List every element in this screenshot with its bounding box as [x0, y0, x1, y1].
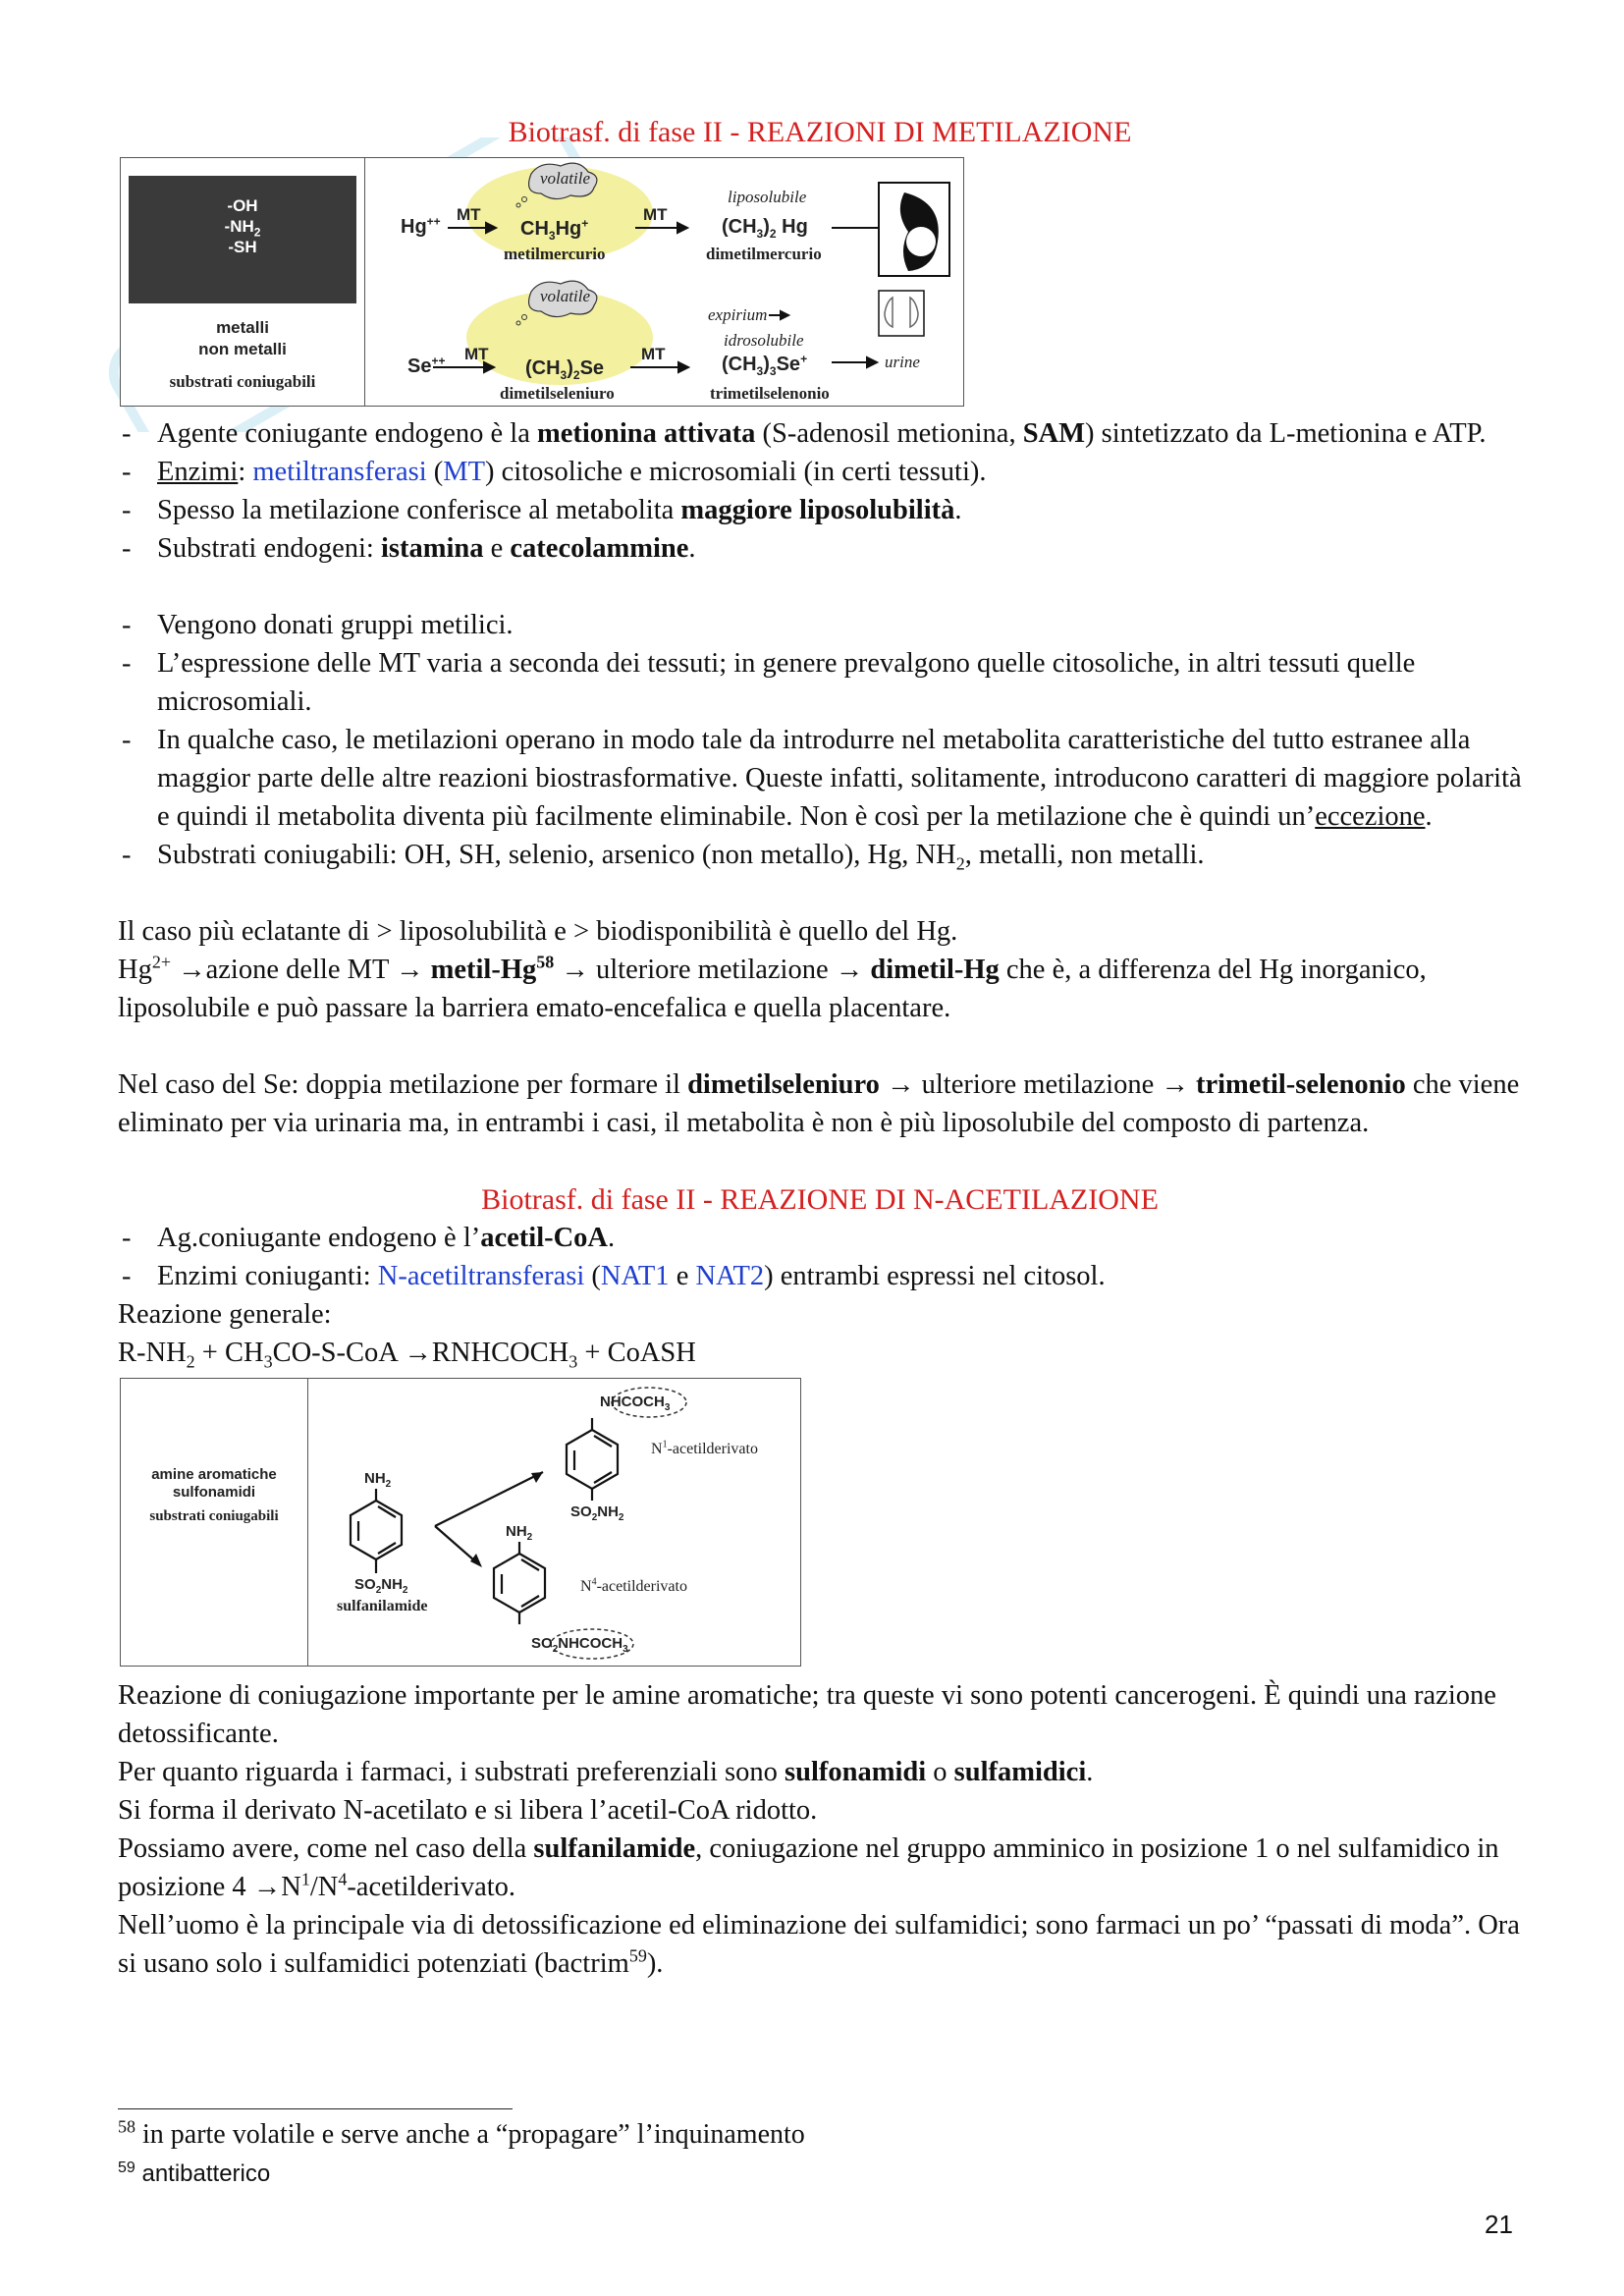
document-page — [118, 113, 1522, 1983]
list-item: - Vengono donati gruppi metilici. — [118, 606, 1522, 644]
nhcoch3-top: $NHCOCH_3$ — [600, 1394, 671, 1413]
dimethylmercury-name: dimetilmercurio — [706, 245, 822, 263]
list-item: - Ag.coniugante endogeno è l’acetil-CoA. — [118, 1219, 1522, 1257]
general-reaction-label: Reazione generale: — [118, 1299, 332, 1330]
expirium-label: expirium — [708, 305, 768, 324]
paragraph: Reazione di coniugazione importante per le amine aromatiche; tra queste vi sono potenti cancerogeni. È quindi una razione detossificante. — [118, 1680, 1496, 1749]
list-item: - Enzimi: metiltransferasi (MT) citosoliche e microsomiali (in certi tessuti). — [118, 453, 1522, 491]
n1-acetyl-derivative-label: $N^1$-acetilderivato — [651, 1439, 758, 1457]
volatile-label-1: volatile — [540, 169, 590, 188]
label-aromatic-amines: amine aromatiche — [151, 1466, 277, 1483]
hg-ion: Hg++ — [401, 214, 441, 238]
label-substrates: substrati coniugabili — [169, 372, 316, 391]
paragraph: Per quanto riguarda i farmaci, i substrati preferenziali sono sulfonamidi o sulfamidici. — [118, 1757, 1094, 1787]
footnote-58: $^{58}$ in parte volatile e serve anche a “propagare” l’inquinamento — [118, 2116, 805, 2150]
lungs-icon — [879, 291, 924, 336]
nh2-bottom: $NH_2$ — [506, 1523, 533, 1543]
list-item: - Substrati endogeni: istamina e catecolammine. — [118, 529, 1522, 568]
so2nhcoch3-bottom: $SO_2NHCOCH_3$ — [531, 1635, 628, 1655]
page-number: 21 — [1485, 2210, 1513, 2239]
so2nh2-top: $SO_2NH_2$ — [570, 1503, 624, 1523]
liposolubile-label: liposolubile — [728, 188, 807, 206]
methylation-figure — [120, 157, 964, 407]
mt-label-4: MT — [641, 345, 666, 363]
section-heading-acetylation: Biotrasf. di fase II - REAZIONE DI N-ACETILAZIONE — [481, 1183, 1159, 1216]
general-reaction-equation: $R-NH_2 + CH_3CO-S-CoA$ $\to RNHCOCH_3$ + CoASH — [118, 1338, 696, 1372]
list-item: - Spesso la metilazione conferisce al metabolita maggiore liposolubilità. — [118, 491, 1522, 529]
dimethylselenide-formula: $(CH_3)_2Se$ — [525, 357, 605, 382]
mt-label-1: MT — [457, 205, 481, 224]
list-item: - Enzimi coniuganti: N-acetiltransferasi (NAT1 e NAT2) entrambi espressi nel citosol. — [118, 1257, 1522, 1295]
paragraph: Si forma il derivato N-acetilato e si libera l’acetil-CoA ridotto. — [118, 1795, 818, 1826]
dimethylmercury-formula: $(CH_3)_2$ Hg — [722, 216, 808, 241]
n4-acetyl-derivative-label: $N^4$-acetilderivato — [580, 1576, 687, 1595]
volatile-label-2: volatile — [540, 287, 590, 305]
dimethylselenide-name: dimetilseleniuro — [500, 384, 615, 403]
trimethylselenonium-formula: $(CH_3)_3Se^+$ — [722, 352, 808, 378]
list-item: - L’espressione delle MT varia a seconda dei tessuti; in genere prevalgono quelle citosoliche, in altri tessuti quelle microsomiali. — [118, 644, 1522, 721]
nh2-left: $NH_2$ — [364, 1470, 392, 1490]
list-item: - Substrati coniugabili: OH, SH, selenio, arsenico (non metallo), Hg, $NH_2$, metalli, non metalli. — [118, 836, 1522, 874]
urine-label: urine — [885, 353, 920, 371]
paragraph: Nell’uomo è la principale via di detossificazione ed eliminazione dei sulfamidici; sono farmaci un po’ “passati di moda”. Ora si usano solo i sulfamidici potenziati (bactrim$^{59}$). — [118, 1910, 1520, 1979]
footnote-59: $^{59}$ antibatterico — [118, 2159, 271, 2187]
conjugable-groups-box: -OH $-NH_2$ -SH — [129, 176, 356, 303]
methylmercury-formula: $CH_3Hg^+$ — [520, 216, 589, 243]
se-ion: Se++ — [407, 354, 446, 377]
sulfanilamide-label: sulfanilamide — [337, 1598, 428, 1614]
label-substrates: substrati coniugabili — [149, 1508, 279, 1524]
so2nh2-left: $SO_2NH_2$ — [354, 1576, 408, 1596]
methylation-bullets-2 — [118, 606, 1522, 874]
label-sulfonamides: sulfonamidi — [172, 1484, 256, 1501]
mt-label-2: MT — [643, 205, 668, 224]
acetylation-figure-graphics — [121, 1379, 800, 1666]
paragraph: Nel caso del Se: doppia metilazione per formare il dimetilseleniuro → ulteriore metilazione → trimetil-selenonio che viene eliminato per via urinaria ma, in entrambi i casi, il metabolita è non è più liposolubile del composto di partenza. — [118, 1069, 1520, 1138]
mt-label-3: MT — [464, 345, 489, 363]
section-heading-methylation: Biotrasf. di fase II - REAZIONI DI METILAZIONE — [508, 116, 1132, 148]
acetylation-figure — [120, 1378, 801, 1667]
paragraph: $Hg^{2+}$ →azione delle MT → metil-$Hg^{58}$ → ulteriore metilazione → dimetil-Hg che è, a differenza del Hg inorganico, liposolubile e può passare la barriera emato-encefalica e quella placentare. — [118, 952, 1427, 1023]
paragraph: Il caso più eclatante di > liposolubilità e > biodisponibilità è quello del Hg. — [118, 916, 958, 947]
label-non-metals: non metalli — [198, 340, 287, 358]
methylation-bullets-1 — [118, 414, 1522, 568]
trimethylselenonium-name: trimetilselenonio — [710, 384, 830, 403]
methylmercury-name: metilmercurio — [504, 245, 606, 263]
acetylation-bullets — [118, 1219, 1522, 1295]
list-item: - Agente coniugante endogeno è la metionina attivata (S-adenosil metionina, SAM) sintetizzato da L-metionina e ATP. — [118, 414, 1522, 453]
paragraph: Possiamo avere, come nel caso della sulfanilamide, coniugazione nel gruppo amminico in posizione 1 o nel sulfamidico in posizione $4 \to N^1/N^4$-acetilderivato. — [118, 1833, 1499, 1902]
label-metals: metalli — [216, 318, 269, 337]
idrosolubile-label: idrosolubile — [724, 331, 804, 350]
footnote-separator — [118, 2108, 513, 2109]
list-item: - In qualche caso, le metilazioni operano in modo tale da introdurre nel metabolita caratteristiche del tutto estranee alla maggior parte delle altre reazioni biostrasformative. Queste infatti, solitamente, introducono caratteri di maggiore polarità e quindi il metabolita diventa più facilmente eliminabile. Non è così per la metilazione che è quindi un’eccezione. — [118, 721, 1522, 836]
